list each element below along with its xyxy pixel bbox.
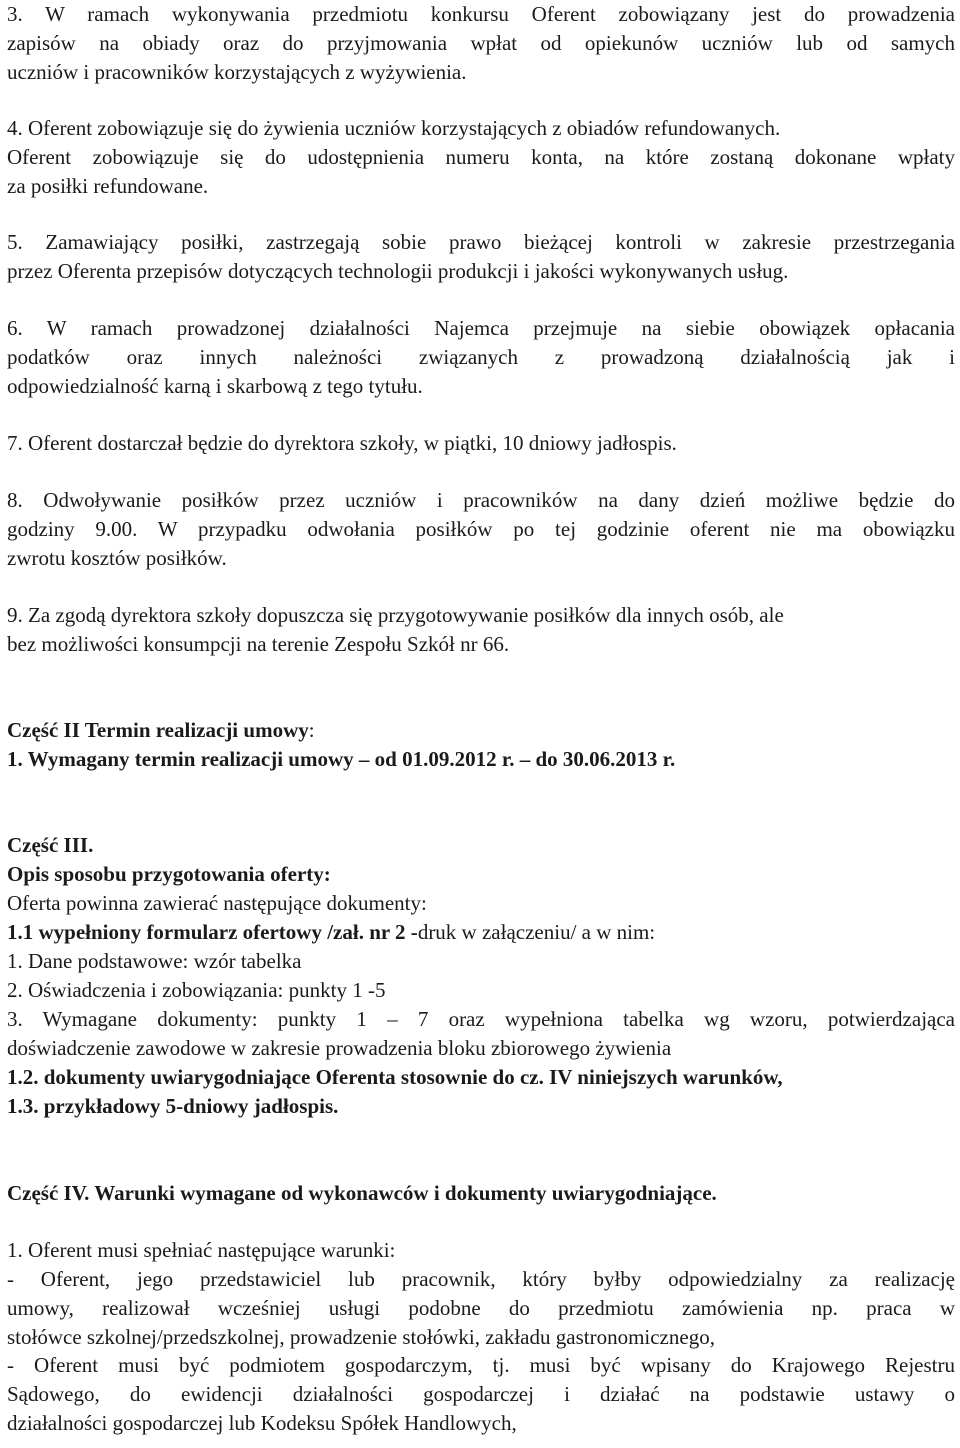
part-3-item-1-2: 1.2. dokumenty uwiarygodniające Oferenta stosownie do cz. IV niniejszych warunków, [7,1065,783,1089]
paragraph-5-line-2: przez Oferenta przepisów dotyczących technologii produkcji i jakości wykonywanych usług. [7,259,789,283]
paragraph-9-line-1: 9. Za zgodą dyrektora szkoły dopuszcza się przygotowywanie posiłków dla innych osób, ale [7,603,784,627]
part-3-sub-item-2: 2. Oświadczenia i zobowiązania: punkty 1 -5 [7,978,386,1002]
paragraph-4-line-2: Oferent zobowiązuje się do udostępnienia numeru konta, na które zostaną dokonane wpłaty [7,145,955,169]
paragraph-6-line-1: 6. W ramach prowadzonej działalności Najemca przejmuje na siebie obowiązek opłacania [7,316,955,340]
part-2-heading-colon: : [308,718,315,742]
part-3-item-1-3: 1.3. przykładowy 5-dniowy jadłospis. [7,1094,339,1118]
paragraph-4-line-1: 4. Oferent zobowiązuje się do żywienia uczniów korzystających z obiadów refundowanych. [7,116,781,140]
part-4-item-1: 1. Oferent musi spełniać następujące warunki: [7,1238,396,1262]
paragraph-8-line-2: godziny 9.00. W przypadku odwołania posiłków po tej godzinie oferent nie ma obowiązku [7,517,955,541]
paragraph-6-line-2: podatków oraz innych należności związanych z prowadzoną działalnością jak i [7,345,955,369]
part-2-heading [7,718,955,742]
part-3-item-1-1-bold: 1.1 wypełniony formularz ofertowy /zał. nr 2 - [7,920,418,944]
part-4-bullet-1-line-2: umowy, realizował wcześniej usługi podobne do przedmiotu zamówienia np. praca w [7,1296,955,1320]
part-4-bullet-1-line-1: - Oferent, jego przedstawiciel lub pracownik, który byłby odpowiedzialny za realizację [7,1267,955,1291]
paragraph-9-line-2: bez możliwości konsumpcji na terenie Zespołu Szkół nr 66. [7,632,510,656]
part-4-heading: Część IV. Warunki wymagane od wykonawców i dokumenty uwiarygodniające. [7,1181,717,1205]
paragraph-6-line-3: odpowiedzialność karną i skarbową z tego tytułu. [7,374,423,398]
paragraph-3-line-1: 3. W ramach wykonywania przedmiotu konkursu Oferent zobowiązany jest do prowadzenia [7,2,955,26]
paragraph-5-line-1: 5. Zamawiający posiłki, zastrzegają sobie prawo bieżącej kontroli w zakresie przestrzegania [7,230,955,254]
part-3-intro: Oferta powinna zawierać następujące dokumenty: [7,891,427,915]
paragraph-4-line-3: za posiłki refundowane. [7,174,209,198]
part-3-heading: Część III. [7,833,94,857]
part-3-item-1-1-rest: druk w załączeniu/ a w nim: [417,920,656,944]
part-3-sub-item-1: 1. Dane podstawowe: wzór tabelka [7,949,302,973]
part-2-heading-title: Część II Termin realizacji umowy [7,718,309,742]
part-4-bullet-2-line-3: działalności gospodarczej lub Kodeksu Spółek Handlowych, [7,1411,517,1435]
paragraph-8-line-1: 8. Odwoływanie posiłków przez uczniów i pracowników na dany dzień możliwe będzie do [7,488,955,512]
part-4-bullet-1-line-3: stołówce szkolnej/przedszkolnej, prowadzenie stołówki, zakładu gastronomicznego, [7,1325,715,1349]
part-3-sub-item-3-line-1: 3. Wymagane dokumenty: punkty 1 – 7 oraz wypełniona tabelka wg wzoru, potwierdzająca [7,1007,955,1031]
part-4-bullet-2-line-2: Sądowego, do ewidencji działalności gospodarczej i działać na podstawie ustawy o [7,1382,955,1406]
paragraph-8-line-3: zwrotu kosztów posiłków. [7,546,227,570]
paragraph-7-line-1: 7. Oferent dostarczał będzie do dyrektora szkoły, w piątki, 10 dniowy jadłospis. [7,431,677,455]
part-3-item-1-1 [7,920,955,944]
paragraph-3-line-2: zapisów na obiady oraz do przyjmowania wpłat od opiekunów uczniów lub od samych [7,31,955,55]
part-3-subheading: Opis sposobu przygotowania oferty: [7,862,331,886]
paragraph-3-line-3: uczniów i pracowników korzystających z wyżywienia. [7,60,467,84]
part-2-term-line: 1. Wymagany termin realizacji umowy – od 01.09.2012 r. – do 30.06.2013 r. [7,747,676,771]
part-3-sub-item-3-line-2: doświadczenie zawodowe w zakresie prowadzenia bloku zbiorowego żywienia [7,1036,672,1060]
part-4-bullet-2-line-1: - Oferent musi być podmiotem gospodarczym, tj. musi być wpisany do Krajowego Rejestru [7,1353,955,1377]
